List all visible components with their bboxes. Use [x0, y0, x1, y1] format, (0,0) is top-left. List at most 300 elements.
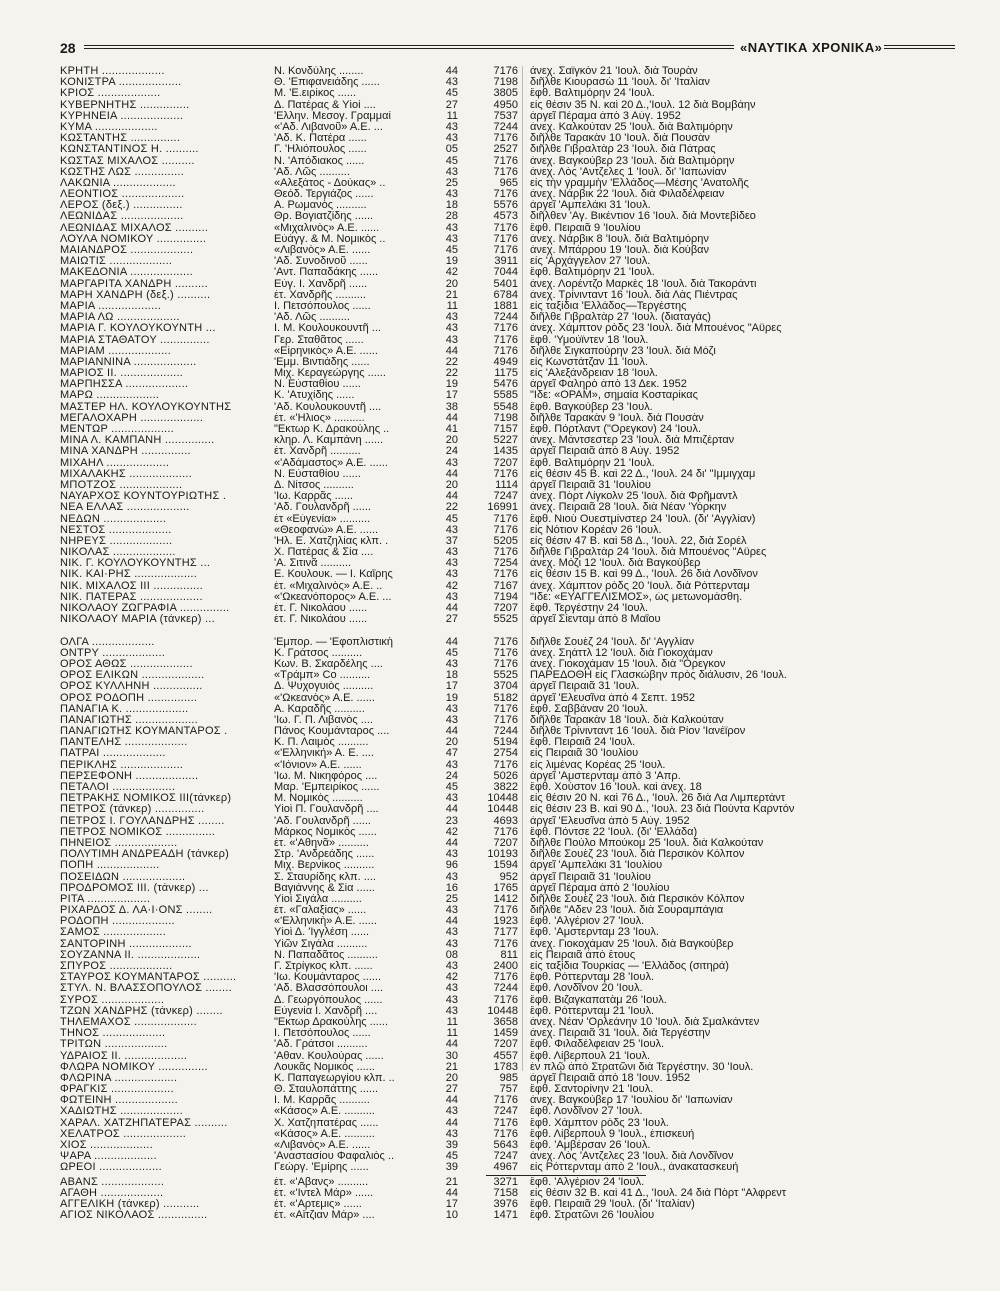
table-row	[60, 927, 955, 938]
ship-name: ΦΡΑΓΚΙΣ ...................	[60, 1084, 174, 1096]
ship-status: εἰς θέσιν 35 Ν. καὶ 20 Δ.,'Ιουλ. 12 διὰ Βομβάην	[530, 99, 756, 111]
ship-tonnage: 7247	[493, 1106, 518, 1118]
ship-status: ἔφθ. Πόρτλαντ ("Ορεγκον) 24 'Ιουλ.	[530, 424, 701, 435]
ship-year: 43	[445, 334, 458, 346]
ship-owner: 'Ηλ. Ε. Χατζηλίας κλπ. .	[274, 535, 389, 547]
ship-tonnage: 2754	[493, 748, 518, 760]
ship-year: 45	[445, 88, 458, 100]
table-row	[60, 323, 955, 334]
ship-status: ἀνεχ. Χάμπτον ρὸδς 23 'Ιουλ. διὰ Μπουένος "Αϋρες	[530, 323, 782, 335]
table-row	[60, 234, 955, 245]
ship-owner: Ι. Πετσόπουλος ......	[274, 300, 371, 312]
ship-tonnage: 7176	[493, 245, 518, 256]
ship-year: 41	[445, 424, 458, 435]
ship-year: 44	[445, 1187, 458, 1199]
ship-year: 43	[445, 77, 458, 89]
ship-status: εἰς λιμένας Κορέας 25 'Ιουλ.	[530, 759, 666, 771]
ship-name: ΠΟΠΗ ...................	[60, 860, 160, 872]
ship-owner: 'Αδ. Κουλουκουντῆ ....	[274, 401, 382, 413]
ship-status: εἰς 'Αρχάγγελον 27 'Ιουλ.	[530, 256, 651, 268]
ship-status: ἀργεῖ 'Ελευσῖνα ἀπὸ 5 Αὐγ. 1952	[530, 815, 690, 827]
ship-status: ἀνεχ. Χάμπτον ρὸδς 20 'Ιουλ. διὰ Ρόττερνταμ	[530, 580, 750, 592]
ship-owner: «Εἰρηνικὸς» Α.Ε. ......	[274, 345, 378, 357]
ship-tonnage: 7207	[493, 457, 518, 469]
ship-tonnage: 952	[499, 871, 518, 883]
ship-owner: Ν. Κονδύλης ........	[274, 66, 364, 77]
ship-status: εἰς 'Αλεξάνδρειαν 18 'Ιουλ.	[530, 368, 658, 380]
ship-year: 39	[445, 1162, 458, 1174]
ship-status: ἀνεχ. Νέαν 'Ορλεάνην 10 'Ιουλ. διὰ Σμαλκάντεν	[530, 1016, 760, 1028]
ship-year: 22	[445, 356, 458, 368]
ship-year: 43	[445, 983, 458, 995]
ship-status: ἀνεχ. Βαγκούβερ 23 'Ιουλ. διὰ Βαλτιμόρην	[530, 155, 735, 167]
table-row	[60, 446, 955, 457]
ship-name: ΚΩΝΣΤΑΝΤΙΝΟΣ Η. ..........	[60, 144, 199, 156]
ship-status: εἰς θέσιν 32 Β. καὶ 41 Δ., 'Ιουλ. 24 διὰ Πὸρτ "Αλφρεντ	[530, 1187, 787, 1199]
table-row	[60, 558, 955, 569]
ship-tonnage: 7244	[493, 121, 518, 133]
table-row	[60, 167, 955, 178]
ship-status: ἔφθ. Χούστον 16 'Ιουλ. καὶ ἀνεχ. 18	[530, 782, 702, 793]
ship-name: ΣΑΜΟΣ ...................	[60, 927, 167, 939]
ship-name: ΠΕΡΣΕΦΟΝΗ ...................	[60, 770, 199, 782]
ship-owner: Θ. Σταυλοπάττης ......	[274, 1084, 379, 1096]
ship-year: 43	[445, 793, 458, 805]
ship-status: εἰς θέσιν 15 Β. καὶ 99 Δ., 'Ιουλ. 26 διὰ Λονδῖνον	[530, 569, 758, 581]
ship-owner: 'Αθαν. Κουλούρας ......	[274, 1050, 384, 1062]
ship-tonnage: 7176	[493, 636, 518, 648]
ship-status: "Ιδε: «ΟΡΑΜ», σημαία Κοσταρίκας	[530, 390, 698, 402]
ship-owner: 'Ιω. Γ. Π. Λιβανὸς ....	[274, 714, 373, 726]
ship-status: ἀργεῖ Φαληρὸ ἀπὸ 13 Δεκ. 1952	[530, 379, 687, 391]
ship-name: ΤΗΝΟΣ ...................	[60, 1028, 166, 1040]
ship-status: εἰς ταξίδια Τουρκίας — 'Ελλάδος (σιτηρά)	[530, 961, 729, 972]
ship-tonnage: 7176	[493, 334, 518, 346]
ship-tonnage: 7176	[493, 938, 518, 950]
ship-tonnage: 7198	[493, 77, 518, 89]
ship-tonnage: 5525	[493, 614, 518, 626]
ship-tonnage: 16991	[487, 502, 518, 514]
ship-owner: ἐτ. «'Ιντελ Μάρ» ......	[274, 1187, 374, 1199]
ship-tonnage: 4557	[493, 1050, 518, 1062]
ship-tonnage: 7176	[493, 1117, 518, 1129]
table-row	[60, 335, 955, 346]
ship-owner: 'Αδ. Λῶς ..........	[274, 166, 350, 178]
table-row	[60, 189, 955, 200]
table-row	[60, 1140, 955, 1151]
ship-tonnage: 10448	[487, 793, 518, 805]
ship-owner: Υἱῶν Σιγάλα ..........	[274, 938, 368, 950]
ship-owner: 'Εμπορ. — 'Εφοπλιστικὴ	[274, 636, 394, 648]
table-row	[60, 536, 955, 547]
ship-tonnage: 3271	[493, 1176, 518, 1188]
ship-year: 20	[445, 737, 458, 749]
ship-status: ἔφθ. Βαγκούβερ 23 'Ιουλ.	[530, 401, 653, 413]
ship-status: ἀργεῖ 'Αμπελάκι 31 'Ιουλ.	[530, 200, 651, 212]
ship-year: 43	[445, 233, 458, 245]
ship-year: 25	[445, 177, 458, 189]
ship-tonnage: 5576	[493, 200, 518, 212]
ship-tonnage: 7176	[493, 714, 518, 726]
ship-year: 43	[445, 133, 458, 145]
ship-name: ΝΕΣΤΟΣ ...................	[60, 524, 172, 536]
table-row	[60, 211, 955, 222]
ship-owner: Κ. Π. Λαιμὸς ..........	[274, 737, 369, 749]
ship-owner: "Εκτωρ Κ. Δρακούλης ..	[274, 424, 390, 435]
ship-year: 43	[445, 189, 458, 201]
journal-title: «ΝΑΥΤΙΚΑ ΧΡΟΝΙΚΑ»	[740, 40, 883, 55]
ship-owner: Εὐγενία Ι. Χανδρῆ ....	[274, 1005, 378, 1017]
ship-owner: Υἱοὶ Π. Γουλανδρῆ ....	[274, 804, 379, 816]
ship-name: ΝΙΚ. ΜΙΧΑΛΟΣ ΙΙΙ ...............	[60, 580, 203, 592]
ship-status: ἔφθ. Βαλτιμόρην 21 'Ιουλ.	[530, 457, 655, 469]
ship-status: ἀνεχ. Καλκούταν 25 'Ιουλ. διὰ Βαλτιμόρην	[530, 121, 733, 133]
ship-status: διῆλθε Κιουρασὼ 11 'Ιουλ. δι' 'Ιταλίαν	[530, 77, 710, 89]
table-row	[60, 670, 955, 681]
ship-owner: 'Αδ. Γουλανδρῆ ......	[274, 502, 371, 514]
ship-year: 20	[445, 1072, 458, 1084]
ship-owner: Εὐγ. Ι. Χανδρῆ ......	[274, 278, 368, 290]
ship-status: εἰς τὴν γραμμὴν 'Ελλάδος—Μέσης 'Ανατολῆς	[530, 177, 749, 189]
ship-name: ΛΕΡΟΣ (δεξ.) ...............	[60, 200, 183, 212]
ship-year: 42	[445, 580, 458, 592]
ship-owner: ἐτ. «Μιχαλινὸς» Α.Ε. ..	[274, 580, 383, 592]
table-row	[60, 256, 955, 267]
ship-name: ΡΟΔΟΠΗ ...................	[60, 916, 175, 928]
ship-tonnage: 7176	[493, 468, 518, 480]
ship-tonnage: 1881	[493, 300, 518, 312]
ship-status: ἔφθ. 'Αλγέριον 27 'Ιουλ.	[530, 916, 645, 928]
ship-owner: Κ. 'Ατυχίδης ......	[274, 390, 355, 402]
ship-name: ΜΕΝΤΩΡ ...................	[60, 424, 174, 435]
ship-owner: 'Α. Σιτινᾶ ..........	[274, 558, 352, 570]
ship-name: ΥΔΡΑΙΟΣ ΙΙ. ...................	[60, 1050, 188, 1062]
table-row	[60, 793, 955, 804]
ship-year: 21	[445, 1061, 458, 1073]
ship-year: 20	[445, 479, 458, 491]
table-row	[60, 111, 955, 122]
ship-name: ΣΤΥΛ. Ν. ΒΛΑΣΣΟΠΟΥΛΟΣ ........	[60, 983, 232, 995]
ship-name: ΟΛΓΑ ...................	[60, 636, 155, 648]
ship-tonnage: 4573	[493, 211, 518, 223]
ship-year: 11	[446, 110, 458, 122]
ship-name: ΦΛΩΡΑ ΝΟΜΙΚΟΥ ...............	[60, 1061, 208, 1073]
ship-year: 19	[445, 379, 458, 391]
ship-name: ΟΡΟΣ ΑΘΩΣ ...................	[60, 658, 193, 670]
table-row	[60, 178, 955, 189]
ship-name: ΝΕΑ ΕΛΛΑΣ ...................	[60, 502, 190, 514]
table-row	[60, 782, 955, 793]
ship-status: ἀργεῖ Πέραμα ἀπὸ 2 'Ιουλίου	[530, 882, 670, 894]
ship-status: εἰς Κωνστάτζαν 11 'Ιουλ.	[530, 356, 648, 368]
table-row	[60, 156, 955, 167]
ship-tonnage: 1435	[493, 446, 518, 458]
ship-status: ἀνεχ. Λὸς 'Αντζελες 23 'Ιουλ. διὰ Λονδῖνον	[530, 1151, 734, 1163]
ship-year: 42	[445, 267, 458, 279]
table-row	[60, 1073, 955, 1084]
ship-tonnage: 4949	[493, 356, 518, 368]
ship-tonnage: 7254	[493, 558, 518, 570]
ship-year: 43	[445, 871, 458, 883]
ship-tonnage: 7176	[493, 1095, 518, 1107]
ship-owner: «Θεοφανὼ» Α.Ε. ......	[274, 524, 379, 536]
ship-tonnage: 5182	[493, 692, 518, 704]
ship-status: ἔφθ. Βαλτιμόρην 24 'Ιουλ.	[530, 88, 655, 100]
ship-status: διῆλθεν 'Αγ. Βικέντιον 16 'Ιουλ. διὰ Μοντεβίδεο	[530, 211, 756, 223]
table-row	[60, 648, 955, 659]
ship-tonnage: 1594	[493, 860, 518, 872]
table-row	[60, 458, 955, 469]
ship-status: ἔφθ. Χάμπτον ρὸδς 23 'Ιουλ.	[530, 1117, 669, 1129]
table-row	[60, 1118, 955, 1129]
ship-name: ΧΑΡΑΛ. ΧΑΤΖΗΠΑΤΕΡΑΣ ..........	[60, 1117, 228, 1129]
ship-owner: «'Αδ. Λιβανοῦ» Α.Ε. ...	[274, 121, 383, 133]
ship-name: ΣΤΑΥΡΟΣ ΚΟΥΜΑΝΤΑΡΟΣ ..........	[60, 972, 237, 984]
ship-owner: Γεώργ. 'Εμίρης ......	[274, 1162, 369, 1174]
ship-owner: Γ. 'Ηλιόπουλος ......	[274, 144, 367, 156]
table-row	[60, 435, 955, 446]
ship-status: ἀνεχ. Νάρβικ 8 'Ιουλ. διὰ Βαλτιμόρην	[530, 233, 709, 245]
table-row	[60, 279, 955, 290]
ship-name: ΚΟΝΙΣΤΡΑ ...................	[60, 77, 182, 89]
ship-year: 25	[445, 893, 458, 905]
table-row	[60, 748, 955, 759]
ship-name: ΛΕΩΝΙΔΑΣ ΜΙΧΑΛΟΣ ..........	[60, 222, 209, 234]
ship-name: ΠΕΤΡΟΣ Ι. ΓΟΥΛΑΝΔΡΗΣ ........	[60, 815, 225, 827]
ship-tonnage: 5476	[493, 379, 518, 391]
ship-year: 19	[445, 692, 458, 704]
section-separator	[486, 1175, 646, 1176]
table-row	[60, 872, 955, 883]
table-row	[60, 301, 955, 312]
ship-year: 19	[445, 256, 458, 268]
table-body	[60, 66, 955, 1221]
ship-owner: Κ. Παπαγεωργίου κλπ. ..	[274, 1072, 395, 1084]
ship-tonnage: 7247	[493, 491, 518, 503]
ship-owner: 'Αναστασίου Φαφαλιὸς ..	[274, 1151, 395, 1163]
table-row	[60, 379, 955, 390]
ship-year: 44	[445, 491, 458, 503]
table-row	[60, 502, 955, 513]
ship-status: ἀργεῖ 'Αμστερνταμ ἀπὸ 3 'Απρ.	[530, 770, 681, 782]
ship-status: ἐν πλῷ ἀπὸ Στρατῶνι διὰ Τεργέστην. 30 'Ιουλ.	[530, 1061, 754, 1073]
ship-name: ΝΙΚΟΛΑΟΥ ΜΑΡΙΑ (τάνκερ) ...	[60, 614, 215, 626]
ship-name: ΠΑΤΡΑΙ ...................	[60, 748, 166, 760]
ship-name: ΜΑΡΙΑ ΛΩ ...................	[60, 312, 180, 324]
ship-name: ΟΝΤΡΥ ...................	[60, 647, 166, 659]
ship-year: 20	[445, 278, 458, 290]
ship-owner: Ι. Μ. Καρρᾶς ..........	[274, 1095, 370, 1107]
table-row	[60, 1017, 955, 1028]
ship-name: ΟΡΟΣ ΡΟΔΟΠΗ ...............	[60, 692, 198, 704]
ship-name: ΨΑΡΑ ...................	[60, 1151, 157, 1163]
ship-name: ΝΗΡΕΥΣ ...................	[60, 535, 173, 547]
ship-year: 11	[446, 1016, 458, 1028]
ship-status: διῆλθε "Αδεν 23 'Ιουλ. διὰ Σουραμπάγια	[530, 905, 724, 917]
ship-name: ΚΩΣΤΗΣ ΛΩΣ ...............	[60, 166, 185, 178]
ship-year: 43	[445, 558, 458, 570]
ship-name: ΧΕΛΑΤΡΟΣ ...................	[60, 1128, 187, 1140]
ship-name: ΦΛΩΡΙΝΑ ...................	[60, 1072, 178, 1084]
ship-name: ΝΑΥΑΡΧΟΣ ΚΟΥΝΤΟΥΡΙΩΤΗΣ .	[60, 491, 227, 503]
ship-owner: Κων. Β. Σκαρδέλης ....	[274, 658, 383, 670]
ship-tonnage: 7207	[493, 837, 518, 849]
ship-status: διῆλθε Ταρακὰν 10 'Ιουλ. διὰ Πουσὰν	[530, 133, 710, 145]
table-row	[60, 100, 955, 111]
ship-name: ΜΑΡΙΑΜ ...................	[60, 345, 172, 357]
ship-name: ΤΖΩΝ ΧΑΝΔΡΗΣ (τάνκερ) ........	[60, 1005, 223, 1017]
ship-year: 27	[445, 99, 458, 111]
ship-status: ἔφθ. Πειραιᾶ 29 'Ιουλ. (δι' 'Ιταλίαν)	[530, 1198, 695, 1210]
ship-status: εἰς θέσιν 45 Β. καὶ 22 Δ., 'Ιουλ. 24 δι' "Ιμμιγχαμ	[530, 468, 756, 480]
ship-tonnage: 1471	[493, 1210, 518, 1222]
table-row	[60, 1199, 955, 1210]
ship-year: 27	[445, 1084, 458, 1096]
ship-year: 43	[445, 222, 458, 234]
ship-tonnage: 10448	[487, 1005, 518, 1017]
ship-year: 43	[445, 591, 458, 603]
table-row	[60, 603, 955, 614]
ship-tonnage: 7247	[493, 1151, 518, 1163]
ship-name: ΡΙΤΑ ...................	[60, 893, 151, 905]
ship-tonnage: 4950	[493, 99, 518, 111]
ship-tonnage: 7158	[493, 1187, 518, 1199]
header-rule-right	[884, 45, 955, 49]
ship-status: ἀνεχ. Βαγκούβερ 17 'Ιουλίου δι' 'Ιαπωνίαν	[530, 1095, 733, 1107]
ship-owner: Χ. Χατζηπατέρας ......	[274, 1117, 379, 1129]
ship-name: ΩΡΕΟΙ ...................	[60, 1162, 162, 1174]
ship-status: ἀργεῖ 'Ελευσῖνα ἀπὸ 4 Σεπτ. 1952	[530, 692, 696, 704]
ship-tonnage: 5026	[493, 770, 518, 782]
ship-owner: Υἱοὶ Σιγάλα ..........	[274, 893, 362, 905]
ship-tonnage: 3658	[493, 1016, 518, 1028]
table-row	[60, 637, 955, 648]
table-row	[60, 592, 955, 603]
ship-status: ἔφθ. Στρατῶνι 26 'Ιουλίου	[530, 1210, 655, 1222]
ship-status: ἀργεῖ Πειραιᾶ 31 'Ιουλ.	[530, 681, 640, 693]
ship-status: ἔφθ. Βιζαγκαπατὰμ 26 'Ιουλ.	[530, 994, 667, 1006]
ship-tonnage: 1175	[494, 368, 518, 380]
ship-owner: 'Αδ. Κ. Πατέρα ......	[274, 133, 367, 145]
page-number: 28	[60, 40, 76, 56]
ship-year: 45	[445, 782, 458, 793]
table-row	[60, 514, 955, 525]
ship-owner: Κ. Γράτσος ..........	[274, 647, 363, 659]
ship-owner: ἐτ. Χανδρῆς ..........	[274, 289, 366, 301]
ship-name: ΜΑΡΙΑ ...................	[60, 300, 161, 312]
ship-year: 42	[445, 826, 458, 838]
ship-name: ΜΑΡΗ ΧΑΝΔΡΗ (δεξ.) ..........	[60, 289, 211, 301]
table-row	[60, 827, 955, 838]
ship-year: 44	[445, 916, 458, 928]
ship-year: 11	[446, 300, 458, 312]
table-row	[60, 614, 955, 625]
ship-owner: Α. Καραδῆς ..........	[274, 703, 365, 715]
ship-status: ἀνεχ. Πειραιᾶ 28 'Ιουλ. διὰ Νέαν 'Υόρκην	[530, 502, 727, 514]
ship-owner: Στρ. 'Ανδρεάδης ......	[274, 849, 375, 861]
ship-name: ΠΑΝΑΓΙΑ Κ. ...................	[60, 703, 189, 715]
table-row	[60, 983, 955, 994]
table-row	[60, 133, 955, 144]
ship-year: 30	[445, 1050, 458, 1062]
table-row	[60, 916, 955, 927]
section-gap	[60, 625, 955, 636]
ship-owner: Πάνος Κουμάνταρος ....	[274, 726, 390, 738]
ship-year: 44	[445, 1117, 458, 1129]
table-row	[60, 1162, 955, 1173]
ship-status: εἰς Ρόττερνταμ ἀπὸ 2 'Ιουλ., ἀνακατασκευή	[530, 1162, 739, 1174]
table-row	[60, 1188, 955, 1199]
ship-status: ἔφθ. 'Υμούϊντεν 18 'Ιουλ.	[530, 334, 649, 346]
ship-tonnage: 7194	[493, 591, 518, 603]
table-row	[60, 77, 955, 88]
ship-status: διῆλθε Τρίνινταντ 16 'Ιουλ. διὰ Ρίον 'Ιανέϊρον	[530, 726, 746, 738]
table-row	[60, 312, 955, 323]
ship-name: ΜΠΟΤΖΟΣ ...................	[60, 479, 183, 491]
ship-name: ΠΑΝΑΓΙΩΤΗΣ ΚΟΥΜΑΝΤΑΡΟΣ .	[60, 726, 228, 738]
table-row	[60, 469, 955, 480]
ship-owner: Μιχ. Βερνίκος ..........	[274, 860, 375, 872]
ship-status: ἀνεχ. Λορέντζο Μαρκὲς 18 'Ιουλ. διὰ Τακοράντι	[530, 278, 757, 290]
ship-name: ΜΙΧΑΗΛ ...................	[60, 457, 170, 469]
ship-name: ΠΡΟΔΡΟΜΟΣ ΙΙΙ. (τάνκερ) ...	[60, 882, 209, 894]
table-row	[60, 905, 955, 916]
ship-year: 23	[445, 815, 458, 827]
ship-status: διῆλθε Σιγκαπούρην 23 'Ιουλ. διὰ Μόζι	[530, 345, 716, 357]
ship-name: ΚΥΒΕΡΝΗΤΗΣ ...............	[60, 99, 190, 111]
ship-tonnage: 7177	[493, 927, 518, 939]
ship-status: ΠΑΡΕΔΟΘΗ εἰς Γλασκώβην πρὸς διάλυσιν, 26 'Ιουλ.	[530, 670, 787, 682]
ship-status: ἔφθ. Σαντορίνην 21 'Ιουλ.	[530, 1084, 654, 1096]
ship-status: εἰς Πειραιᾶ ἀπὸ ἔτους	[530, 949, 636, 961]
table-row	[60, 1095, 955, 1106]
ship-year: 43	[445, 323, 458, 335]
ship-tonnage: 7176	[493, 222, 518, 234]
ship-year: 38	[445, 401, 458, 413]
ship-owner: 'Ιω. Μ. Νικηφόρος ....	[274, 770, 378, 782]
table-row	[60, 972, 955, 983]
ship-owner: ἐτ. Γ. Νικολάου ......	[274, 603, 368, 614]
ship-owner: Μαρ. 'Εμπειρίκος ......	[274, 782, 380, 793]
table-row	[60, 1039, 955, 1050]
ship-name: ΣΑΝΤΟΡΙΝΗ ...................	[60, 938, 192, 950]
table-row	[60, 245, 955, 256]
table-row	[60, 88, 955, 99]
ship-status: εἰς Νότιον Κορέαν 26 'Ιουλ.	[530, 524, 662, 536]
table-row	[60, 771, 955, 782]
ship-tonnage: 965	[499, 177, 518, 189]
ship-year: 44	[445, 468, 458, 480]
ship-owner: ἐτ. «Αἴτζιαν Μάρ» ....	[274, 1210, 375, 1222]
table-row	[60, 122, 955, 133]
table-row	[60, 995, 955, 1006]
ship-year: 44	[445, 603, 458, 614]
ship-name: ΡΙΧΑΡΔΟΣ Δ. ΛΑ·Ι·ΟΝΣ ........	[60, 905, 213, 917]
ship-year: 43	[445, 927, 458, 939]
table-row	[60, 346, 955, 357]
ship-status: ἀργεῖ Πειραιᾶ 31 'Ιουλίου	[530, 871, 651, 883]
ship-status: εἰς θέσιν 47 Β. καὶ 58 Δ., 'Ιουλ. 22, διὰ Σορέλ	[530, 535, 747, 547]
ship-status: ἔφθ. Βαλτιμόρην 21 'Ιουλ.	[530, 267, 655, 279]
ship-year: 17	[445, 681, 458, 693]
ship-name: ΠΑΝΑΓΙΩΤΗΣ ...................	[60, 714, 198, 726]
ship-name: ΠΕΤΡΑΚΗΣ ΝΟΜΙΚΟΣ ΙΙΙ(τάνκερ)	[60, 793, 232, 805]
ship-status: ἀνεχ. Μπάρρου 19 'Ιουλ. διὰ Κούβαν	[530, 245, 710, 256]
ship-year: 43	[445, 905, 458, 917]
ship-owner: «'Ωκεανόπορος» Α.Ε. ...	[274, 591, 392, 603]
ship-year: 43	[445, 714, 458, 726]
ship-name: ΝΙΚΟΛΑΣ ...................	[60, 547, 176, 559]
